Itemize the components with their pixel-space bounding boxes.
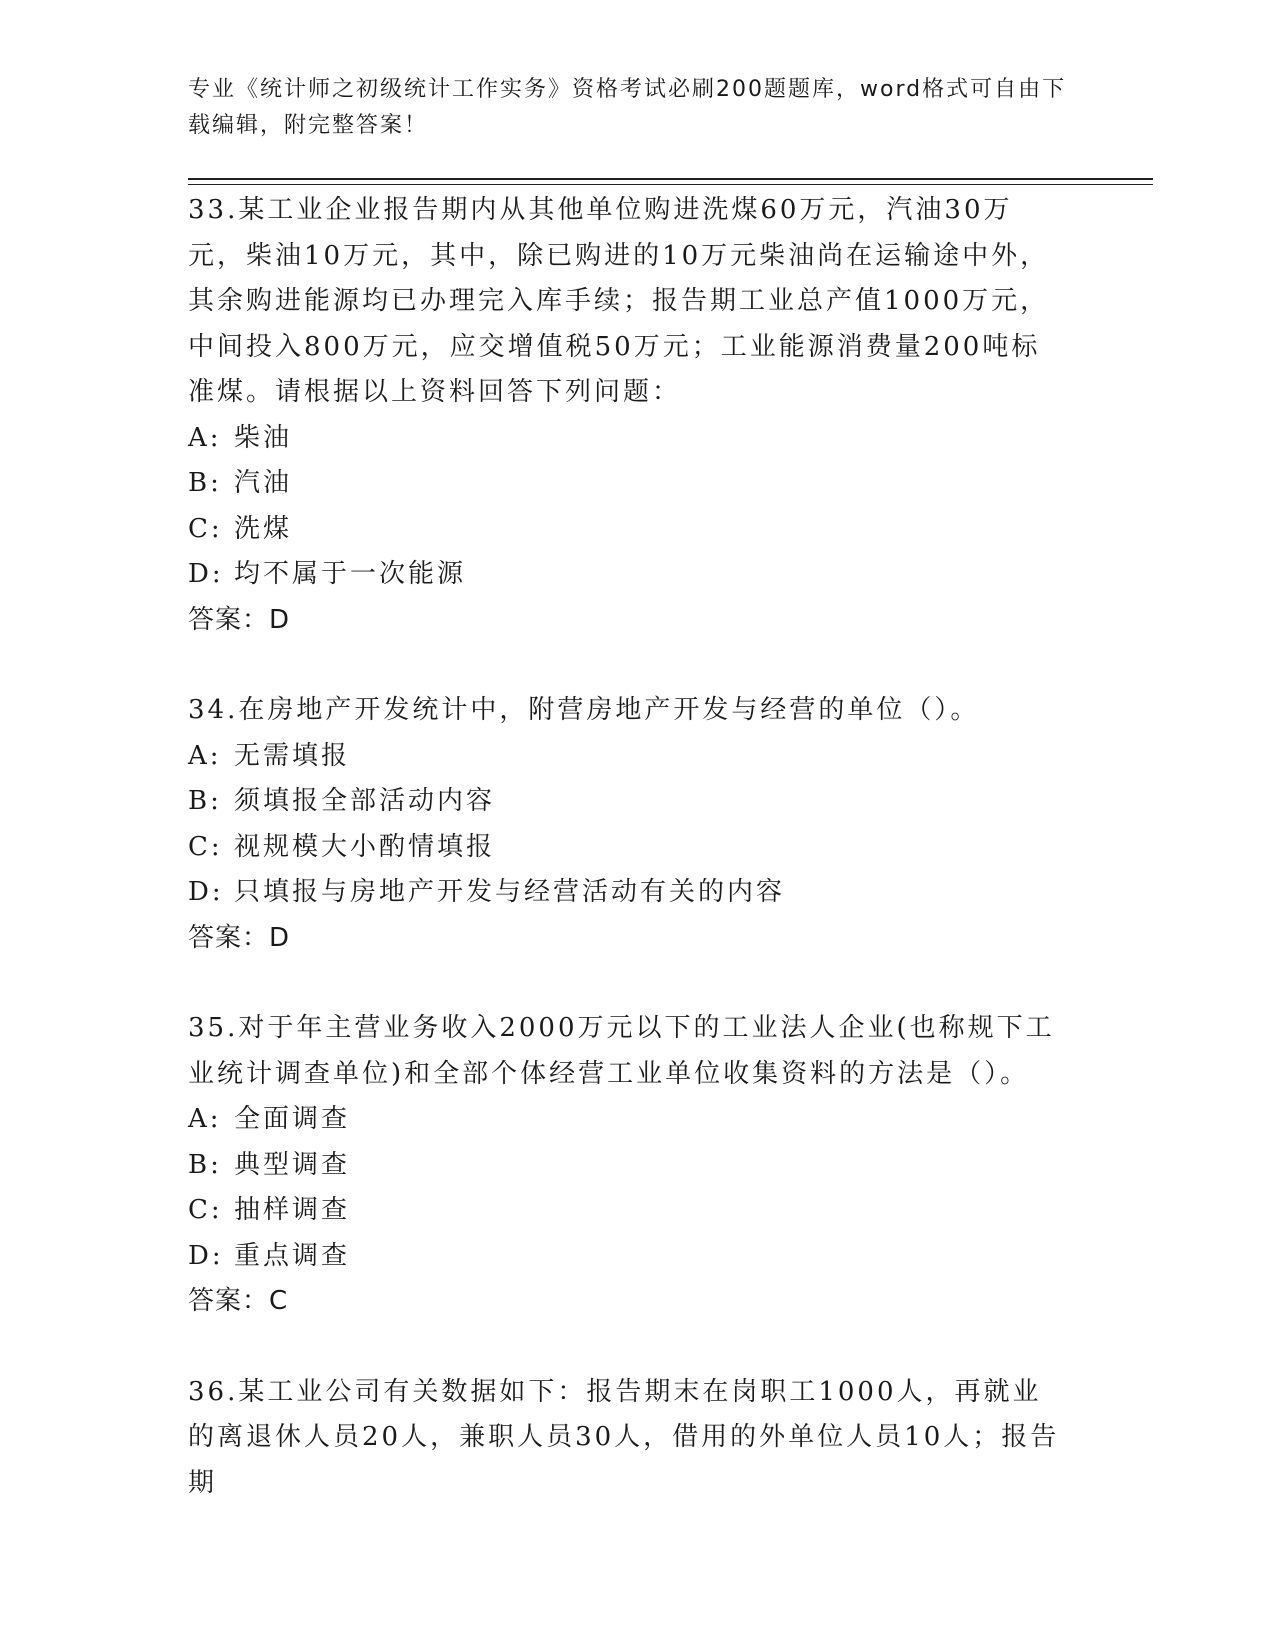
- option-letter: A:: [188, 422, 222, 453]
- option-a: [188, 416, 1068, 462]
- option-text: 均不属于一次能源: [234, 559, 467, 589]
- question-stem: 36.某工业公司有关数据如下：报告期末在岗职工1000人，再就业的离退休人员20人，兼职人员30人，借用的外单位人员10人；报告期: [188, 1376, 1060, 1498]
- option-text: 重点调查: [234, 1240, 351, 1271]
- answer-line: 答案：C: [188, 1286, 289, 1316]
- option-text: 全面调查: [234, 1104, 351, 1134]
- option-d: [188, 1234, 1068, 1280]
- option-letter: D:: [188, 559, 224, 589]
- option-text: 汽油: [234, 468, 293, 498]
- option-d: [188, 552, 1068, 598]
- option-b: [188, 1143, 1068, 1189]
- option-letter: B:: [188, 786, 222, 816]
- question-stem: 34.在房地产开发统计中，附营房地产开发与经营的单位（）。: [188, 695, 980, 725]
- option-text: 无需填报: [234, 740, 351, 771]
- question-stem: 35.对于年主营业务收入2000万元以下的工业法人企业(也称规下工业统计调查单位)和全部个体经营工业单位收集资料的方法是（）。: [188, 1013, 1055, 1089]
- option-text: 只填报与房地产开发与经营活动有关的内容: [234, 877, 786, 907]
- option-letter: D:: [188, 877, 224, 907]
- option-c: [188, 825, 1068, 871]
- option-text: 视规模大小酌情填报: [234, 831, 496, 862]
- option-b: [188, 461, 1068, 507]
- option-letter: C:: [188, 513, 223, 544]
- header-divider-thick: [188, 178, 1153, 180]
- option-text: 柴油: [234, 422, 293, 453]
- option-d: [188, 870, 1068, 916]
- question-list: [188, 188, 1068, 1551]
- option-letter: D:: [188, 1240, 224, 1271]
- option-c: [188, 507, 1068, 553]
- option-letter: B:: [188, 468, 222, 498]
- question-35: [188, 1006, 1068, 1325]
- option-c: [188, 1188, 1068, 1234]
- option-letter: A:: [188, 1104, 222, 1134]
- option-letter: C:: [188, 831, 223, 862]
- option-letter: C:: [188, 1195, 223, 1225]
- option-a: [188, 1097, 1068, 1143]
- question-36: [188, 1370, 1068, 1507]
- question-stem: 33.某工业企业报告期内从其他单位购进洗煤60万元，汽油30万元，柴油10万元，其中，除已购进的10万元柴油尚在运输途中外，其余购进能源均已办理完入库手续；报告期工业总产值1000万元，中间投入800万元，应交增值税50万元；工业能源消费量200吨标准煤。请根据以上资料回答下列问题：: [188, 195, 1050, 407]
- option-letter: B:: [188, 1149, 222, 1180]
- header-divider-thin: [188, 184, 1153, 185]
- option-text: 须填报全部活动内容: [234, 786, 496, 816]
- option-text: 典型调查: [234, 1149, 351, 1180]
- question-33: [188, 188, 1068, 643]
- option-letter: A:: [188, 740, 222, 771]
- answer-line: 答案：D: [188, 922, 291, 953]
- option-a: [188, 734, 1068, 780]
- question-34: [188, 688, 1068, 961]
- answer-line: 答案：D: [188, 604, 291, 635]
- option-b: [188, 779, 1068, 825]
- option-text: 抽样调查: [234, 1195, 351, 1225]
- document-header: 专业《统计师之初级统计工作实务》资格考试必刷200题题库，word格式可自由下载编辑，附完整答案！: [188, 77, 1067, 138]
- option-text: 洗煤: [234, 513, 293, 544]
